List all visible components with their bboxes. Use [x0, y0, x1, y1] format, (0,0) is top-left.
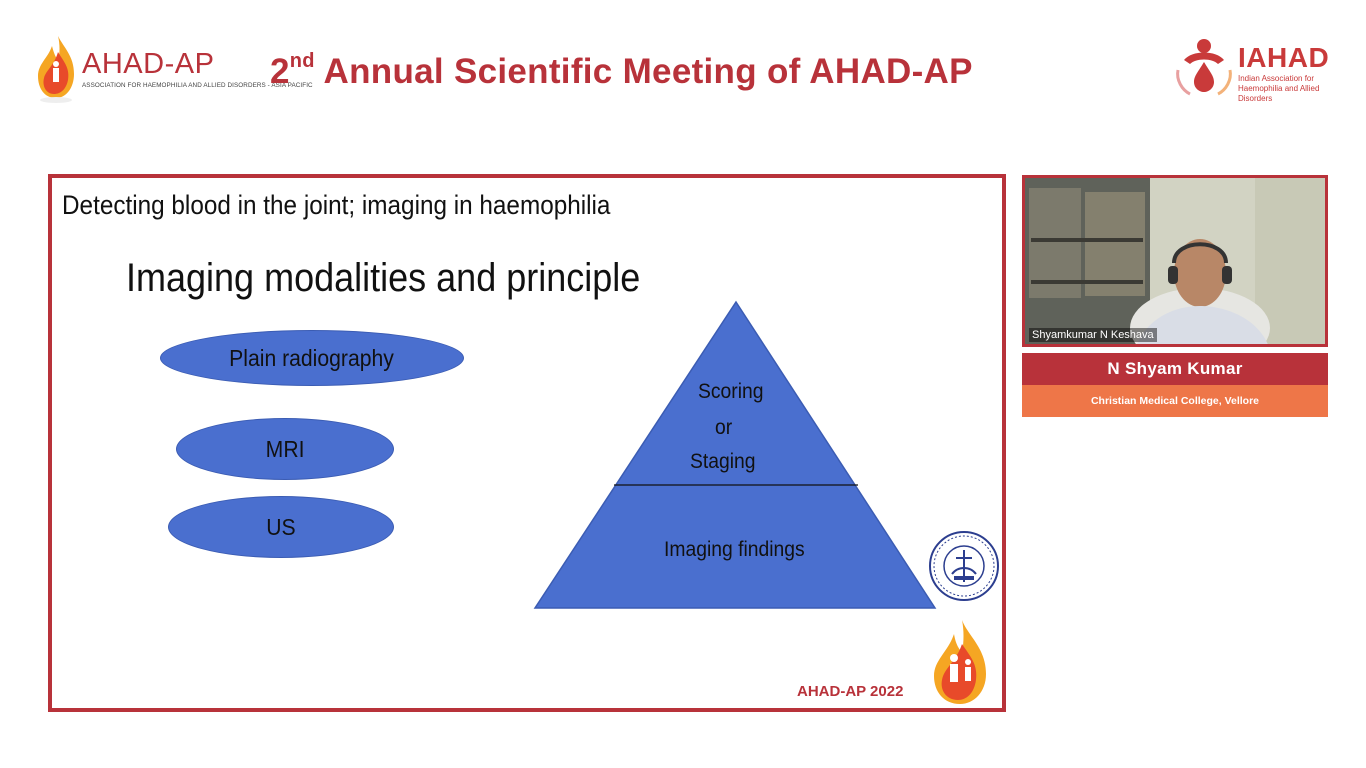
pyramid-top-line-2: or: [715, 416, 733, 439]
presentation-slide: [48, 174, 1006, 712]
pyramid-top-line-3: Staging: [690, 450, 756, 473]
modality-mri: [176, 418, 394, 480]
ahad-flame-icon: [928, 618, 992, 708]
speaker-affiliation: Christian Medical College, Vellore: [1090, 395, 1260, 407]
speaker-name: N Shyam Kumar: [1107, 359, 1243, 378]
slide-subtitle: Detecting blood in the joint; imaging in haemophilia: [62, 190, 611, 220]
speaker-video: [1022, 175, 1328, 347]
modality-plain-radiography: [160, 330, 464, 386]
ahad-ap-logo: [34, 34, 313, 104]
title-ordinal-suffix: nd: [289, 50, 315, 72]
iahad-logo: [1172, 36, 1347, 103]
iahad-emblem-icon: [1172, 36, 1236, 98]
modality-label: MRI: [265, 435, 305, 462]
iahad-brand-text: IAHAD: [1238, 42, 1330, 73]
modality-label: Plain radiography: [229, 344, 395, 371]
modality-label: US: [266, 513, 296, 540]
flame-logo-icon: [34, 34, 82, 104]
video-participant-label: Shyamkumar N Keshava: [1029, 328, 1157, 342]
speaker-affiliation-band: [1022, 385, 1328, 417]
pyramid-top-line-1: Scoring: [698, 380, 764, 403]
iahad-tagline: Indian Association for Haemophilia and Allied Disorders: [1238, 74, 1320, 103]
title-rest: Annual Scientific Meeting of AHAD-AP: [314, 52, 973, 91]
pyramid-bottom-label: Imaging findings: [664, 538, 805, 561]
cmc-seal-icon: [928, 530, 1000, 602]
speaker-name-band: [1022, 353, 1328, 385]
slide-footer-text: AHAD-AP 2022: [797, 683, 904, 700]
meeting-title: [270, 52, 973, 92]
ahad-ap-brand-text: AHAD-AP: [82, 48, 215, 80]
slide-heading: Imaging modalities and principle: [126, 256, 641, 300]
speaker-video-frame: [1025, 178, 1328, 347]
ahad-ap-tagline: ASSOCIATION FOR HAEMOPHILIA AND ALLIED DISORDERS - ASIA PACIFIC: [82, 82, 313, 89]
title-ordinal: 2: [270, 52, 290, 91]
modality-us: [168, 496, 394, 558]
